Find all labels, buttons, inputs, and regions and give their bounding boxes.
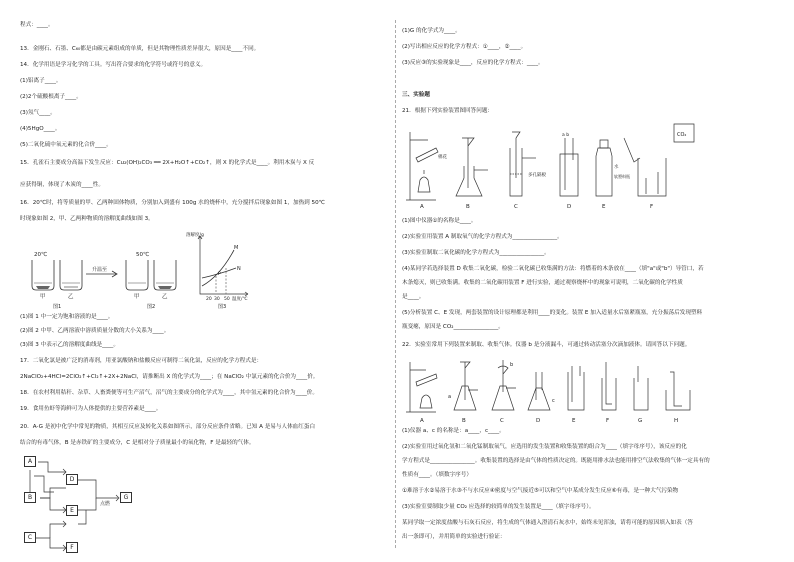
node-a: A [24,456,36,467]
q22-item-2-cont: 学方程式是________________。收集装置的选择是由气体的性质决定的。既能用排水法也能用排空气法收集的气体一定具有的 [402,458,710,464]
fig22-label-g: G [638,418,643,424]
node-b: B [24,492,36,503]
question-17: 17．二氧化氯是被广泛的消毒剂，用亚氯酸钠和盐酸反应可制得二氧化氯，反应的化学方程式是： [20,358,263,364]
question-18: 18．在农村利用秸秆、杂草、人畜粪便等可生产沼气，沼气的主要成分的化学式为____，其中氢元素的化合价为____价。 [20,390,318,396]
q21-item-5: (5)分析装置 C、E 发现，两套装置的设计原理都是利用____的变化。装置 E 加入适量水后塞紧瓶塞，充分振荡后发现塑料 [402,310,703,316]
q22-item-1: (1)仪器 a、c 的名称是：a____，c____。 [402,428,505,434]
beaker-yi-1: 乙 [68,294,74,300]
curve-n: N [237,266,241,272]
question-19: 19．食用鱼虾等海鲜可为人体提供的主要营养素是____。 [20,406,162,412]
q21-item-3: (3)实验室制取二氧化碳的化学方程式为________________。 [402,250,550,256]
q14-item-1: (1)铝离子____。 [20,78,62,84]
node-f: F [66,542,78,553]
q17-cont: 2NaClO₂+4HCl=2ClO₂↑+Cl₂↑+2X+2NaCl，请推断出 X 的化学式为____；在 NaClO₂ 中氯元素的化合价为____价。 [20,374,319,380]
x-tick-50: 50 [224,297,230,302]
text-line: 程式：____。 [20,22,54,28]
column-divider [395,20,396,548]
fig22-label-f: F [606,418,610,424]
instrument-b-label: b [510,362,514,368]
q16-item-3: (3)图 3 中表示乙的溶解度曲线是____。 [20,342,119,348]
q21-item-5-cont: 瓶变瘪，原因是 CO₂________________。 [402,324,504,330]
temp-50-label: 50℃ [136,252,150,258]
fig22-label-d: D [536,418,541,424]
section-heading: 三、实验题 [402,92,430,98]
question-14: 14．化学用语是学习化学的工具。写出符合要求的化学符号或符号的意义。 [20,62,207,68]
node-g: G [120,492,132,503]
water-label: 水 [614,165,619,170]
q22-item-2-cont2: 性质有____。（填数字序号） [402,472,472,478]
fig2-label: 图2 [147,304,156,310]
x-tick-20: 20 [206,297,212,302]
instrument-c-label: c [552,398,555,404]
question-13: 13．金刚石、石墨、C₆₀都是由碳元素组成的单质，但是其物理性质差异很大，原因是____不同。 [20,46,260,52]
question-20: 20．A-G 是初中化学中常见的物质，其相互反应及转化关系如图所示，部分反应条件省略。已知 A 是易与人体血红蛋白 [20,424,316,430]
question-15: 15．孔雀石主要成分高温下发生反应：Cu₂(OH)₂CO₃ ══ 2X+H₂O↑+CO₂↑，则 X 的化学式是____。利用木炭与 X 反 [20,160,315,166]
fig22-label-a: A [420,418,424,424]
q14-item-2: (2)2个硫酸根离子____。 [20,94,82,100]
porous-plate-label: 多孔隔板 [528,173,546,178]
co2-label: CO₂ [677,132,687,138]
fig21-label-e: E [602,204,606,210]
q21-item-4-cont: 木条熄灭，则已收集满。收集的二氧化碳用装置 F 进行实验，通过观察烧杯中的现象可说明，二氧化碳的化学性质 [402,280,683,286]
q16-item-1: (1)图 1 中一定为饱和溶液的是____。 [20,314,114,320]
heat-label: 升温至 [92,267,108,273]
beaker-jia-1: 甲 [40,294,46,300]
q21-item-2: (2)实验室用装置 A 制取氧气的化学方程式为________________。 [402,234,563,240]
q20-item-3: (3)反应③的实验现象是____，反应的化学方程式：____。 [402,60,544,66]
fig1-label: 图1 [53,304,62,310]
fig22-label-b: B [462,418,466,424]
q22-item-3-cont2: 出一条即可），并用简单的实验进行验证： [402,534,506,540]
fig21-label-c: C [514,204,518,210]
instrument-a-label: a [448,394,452,400]
cotton-label: 棉花 [438,155,447,160]
curve-m: M [234,245,239,251]
q15-cont: 应获得铜，体现了木炭的____性。 [20,182,104,188]
plastic-bottle-label: 软塑料瓶 [614,174,630,179]
fig22-label-e: E [572,418,576,424]
q16-cont: 时现象如图 2，甲、乙两种物质的溶解度曲线如图 3。 [20,216,154,222]
fig21-label-f: F [650,204,654,210]
q21-item-1: (1)图中仪器①的名称是____。 [402,218,477,224]
beaker-yi-2: 乙 [162,294,168,300]
point-p: P [218,272,221,277]
q21-item-4-cont2: 是____。 [402,294,425,300]
q20-cont: 结合的有毒气体，B 是赤铁矿的主要成分，C 是相对分子质量最小的氧化物，F 是最轻的气体。 [20,440,255,446]
figure-1-beakers [32,260,176,290]
lab-apparatus-figure-21 [402,118,702,210]
tube-ab-label: a b [562,133,570,138]
q16-item-2: (2)图 2 中甲、乙两溶液中溶质质量分数的大小关系为____。 [20,328,170,334]
q14-item-4: (4)5HgO____。 [20,126,61,132]
x-tick-30: 30 [214,297,220,302]
q22-options: ①难溶于水②易溶于水③不与水反应④密度与空气接近⑤可以和空气中某成分发生反应⑥有毒，是一种大气污染物 [402,488,679,494]
y-axis-label: 溶解度/g [186,233,204,238]
q22-item-3-cont: 某同学取一定浓度盐酸与石灰石反应，将生成的气体通入澄清石灰水中，始终未见浑浊，请将可能的原因填入如表（答 [402,520,693,526]
q22-item-3: (3)实验室要制取少量 CO₂ 应选择的较简单的发生装置是____（填字母序号）。 [402,504,595,510]
question-16: 16．20℃时，将等质量的甲、乙两种固体物质，分别加入到盛有 100g 水的烧杯中，充分搅拌后现象如图 1，加热到 50℃ [20,200,325,206]
fig3-label: 图3 [218,304,227,310]
x-axis-label: 温度/℃ [232,297,248,302]
q22-item-2: (2)实验室用过氧化氢和二氧化锰制取氧气，应选用的发生装置和收集装置的组合为____（填字母序号），该反应的化 [402,444,687,450]
q20-item-2: (2)写出相应反应的化学方程式：①____，②____。 [402,44,527,50]
solubility-figure [20,228,250,310]
lab-apparatus-figure-22 [402,352,692,424]
fig21-label-b: B [466,204,470,210]
fig21-label-a: A [420,204,424,210]
reaction-flow-diagram [20,454,180,554]
q20-item-1: (1)G 的化学式为____。 [402,28,461,34]
temp-20-label: 20℃ [34,252,48,258]
q21-item-4: (4)某同学若选择装置 D 收集二氧化碳，检验二氧化碳已收集满的方法：将燃着的木条放在____（填"a"或"b"）导管口，若 [402,266,704,272]
node-e: E [66,505,78,516]
question-22: 22．实验室常用下列装置来制取、收集气体。仪器 b 是分液漏斗，可通过转动活塞分次滴加液体。请回答以下问题。 [402,342,691,348]
q14-item-5: (5)二氧化硫中氧元素的化合价____。 [20,142,112,148]
node-c: C [24,532,36,543]
fig21-label-d: D [567,204,572,210]
q14-item-3: (3)氖气____。 [20,110,56,116]
condition-label: 点燃 [100,501,111,507]
question-21: 21．根据下列实验装置图回答问题： [402,108,494,114]
node-d: D [66,474,78,485]
fig22-label-c: C [500,418,504,424]
fig22-label-h: H [674,418,679,424]
beaker-jia-2: 甲 [134,294,140,300]
